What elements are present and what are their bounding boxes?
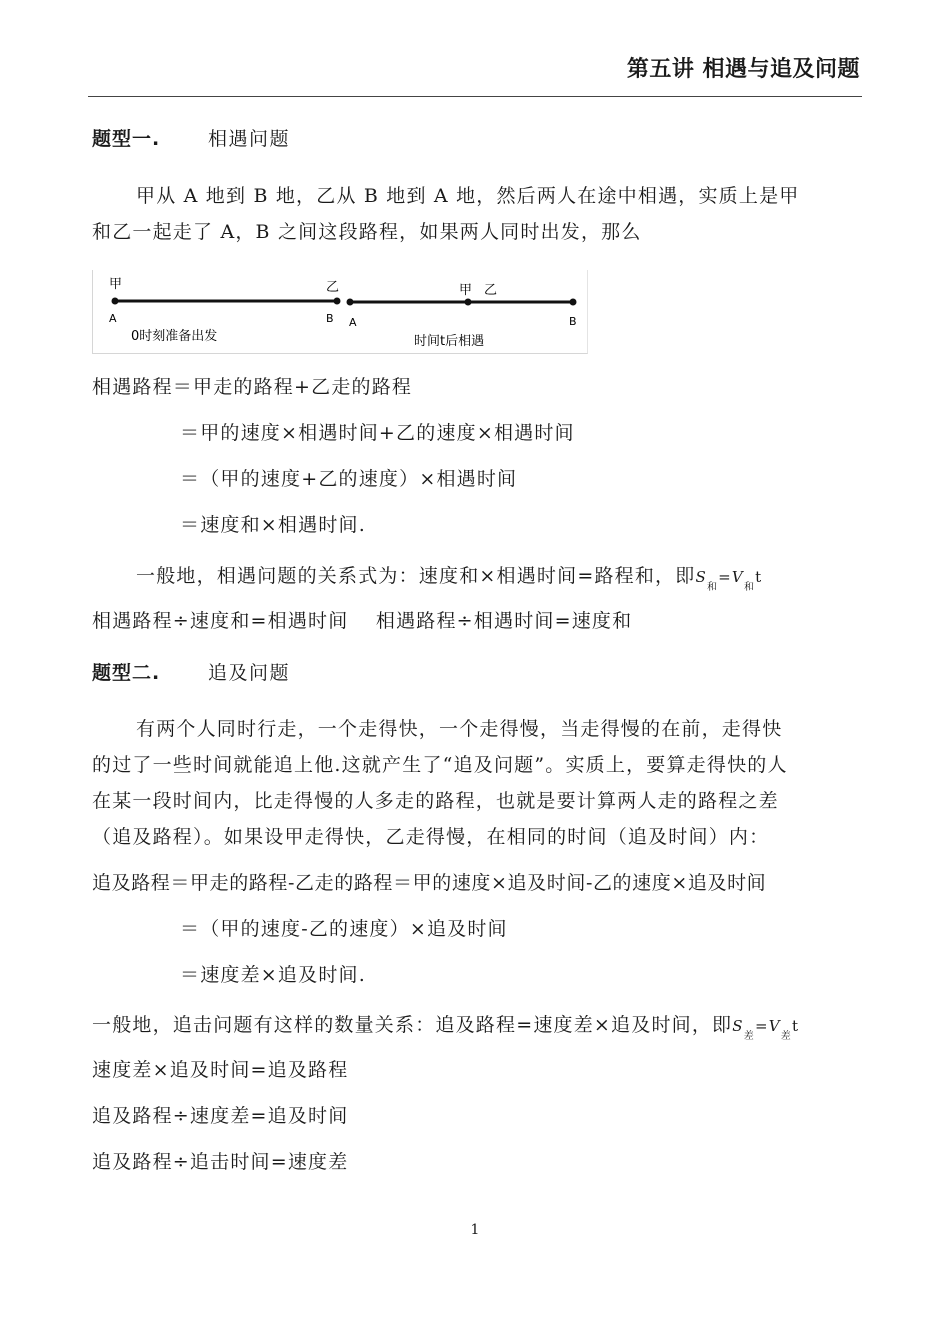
section1-formula-sub2: 和 [743,582,756,593]
section1-label: 题型一. [92,128,161,150]
section2-derived-3: 追及路程÷追击时间=速度差 [92,1151,349,1173]
section1-general [136,563,762,593]
section1-formula-sub1: 和 [706,582,719,593]
left-person-yi: 乙 [326,280,340,295]
header-divider [88,96,862,97]
left-point-b-label: B [326,312,334,325]
section1-formula-t: t [755,568,763,586]
right-meeting-dot [465,299,472,306]
section1-formula-eq: = [718,568,732,586]
section1-formula-v: V [731,568,744,586]
section1-formula-4: ＝速度和×相遇时间. [180,514,366,536]
section1-general-text: 一般地，相遇问题的关系式为：速度和×相遇时间=路程和，即 [136,565,696,587]
section1-formula-s: S [695,568,707,586]
section2-general-text: 一般地，追击问题有这样的数量关系：追及路程=速度差×追及时间，即 [92,1014,733,1036]
section1-heading [92,126,291,152]
section1-formula-3: ＝（甲的速度+乙的速度）×相遇时间 [180,468,518,490]
section2-intro-line-2: 的过了一些时间就能追上他.这就产生了“追及问题”。实质上，要算走得快的人 [92,754,788,776]
section1-intro-line-2: 和乙一起走了 A，B 之间这段路程，如果两人同时出发，那么 [92,221,642,243]
left-point-b-dot [334,298,341,305]
section2-derived-2: 追及路程÷速度差=追及时间 [92,1105,349,1127]
left-point-a-dot [112,298,119,305]
section2-general [92,1012,799,1042]
section1-title: 相遇问题 [208,128,291,150]
section1-formula-2: ＝甲的速度×相遇时间+乙的速度×相遇时间 [180,422,575,444]
section2-formula-2: ＝（甲的速度-乙的速度）×追及时间 [180,918,508,940]
section2-intro-line-4: （追及路程）。如果设甲走得快，乙走得慢，在相同的时间（追及时间）内： [92,826,770,848]
section2-intro-line-1: 有两个人同时行走，一个走得快，一个走得慢，当走得慢的在前，走得快 [136,718,783,740]
meeting-diagram [92,270,588,354]
section1-derived: 相遇路程÷速度和=相遇时间 相遇路程÷相遇时间=速度和 [92,610,633,632]
right-point-b-dot [570,299,577,306]
section2-title: 追及问题 [208,662,291,684]
page-header-title: 第五讲 相遇与追及问题 [626,57,860,82]
section2-formula-sub2: 差 [780,1031,792,1042]
section2-label: 题型二. [92,662,161,684]
right-caption: 时间t后相遇 [414,334,485,349]
left-person-jia: 甲 [109,277,123,292]
right-point-b-label: B [569,315,577,328]
section2-derived-1: 速度差×追及时间=追及路程 [92,1059,349,1081]
section1-intro-line-1: 甲从 A 地到 B 地，乙从 B 地到 A 地，然后两人在途中相遇，实质上是甲 [136,185,800,207]
page-number: 1 [470,1222,480,1238]
section2-heading [92,660,291,686]
right-person-jia: 甲 [459,283,473,298]
section2-formula-eq: = [754,1017,769,1035]
section2-formula-t: t [791,1017,800,1035]
section2-intro-line-3: 在某一段时间内，比走得慢的人多走的路程，也就是要计算两人走的路程之差 [92,790,779,812]
left-point-a-label: A [109,312,117,325]
section2-formula-1: 追及路程＝甲走的路程-乙走的路程＝甲的速度×追及时间-乙的速度×追及时间 [92,872,767,894]
section2-formula-3: ＝速度差×追及时间. [180,964,366,986]
right-point-a-dot [347,299,354,306]
right-person-yi: 乙 [484,283,498,298]
section2-formula-sub1: 差 [743,1031,755,1042]
section1-formula-1: 相遇路程＝甲走的路程+乙走的路程 [92,376,413,398]
section2-formula-v: V [768,1017,781,1035]
section2-formula-s: S [732,1017,744,1035]
left-caption: 0时刻准备出发 [131,329,218,344]
right-point-a-label: A [349,316,357,329]
